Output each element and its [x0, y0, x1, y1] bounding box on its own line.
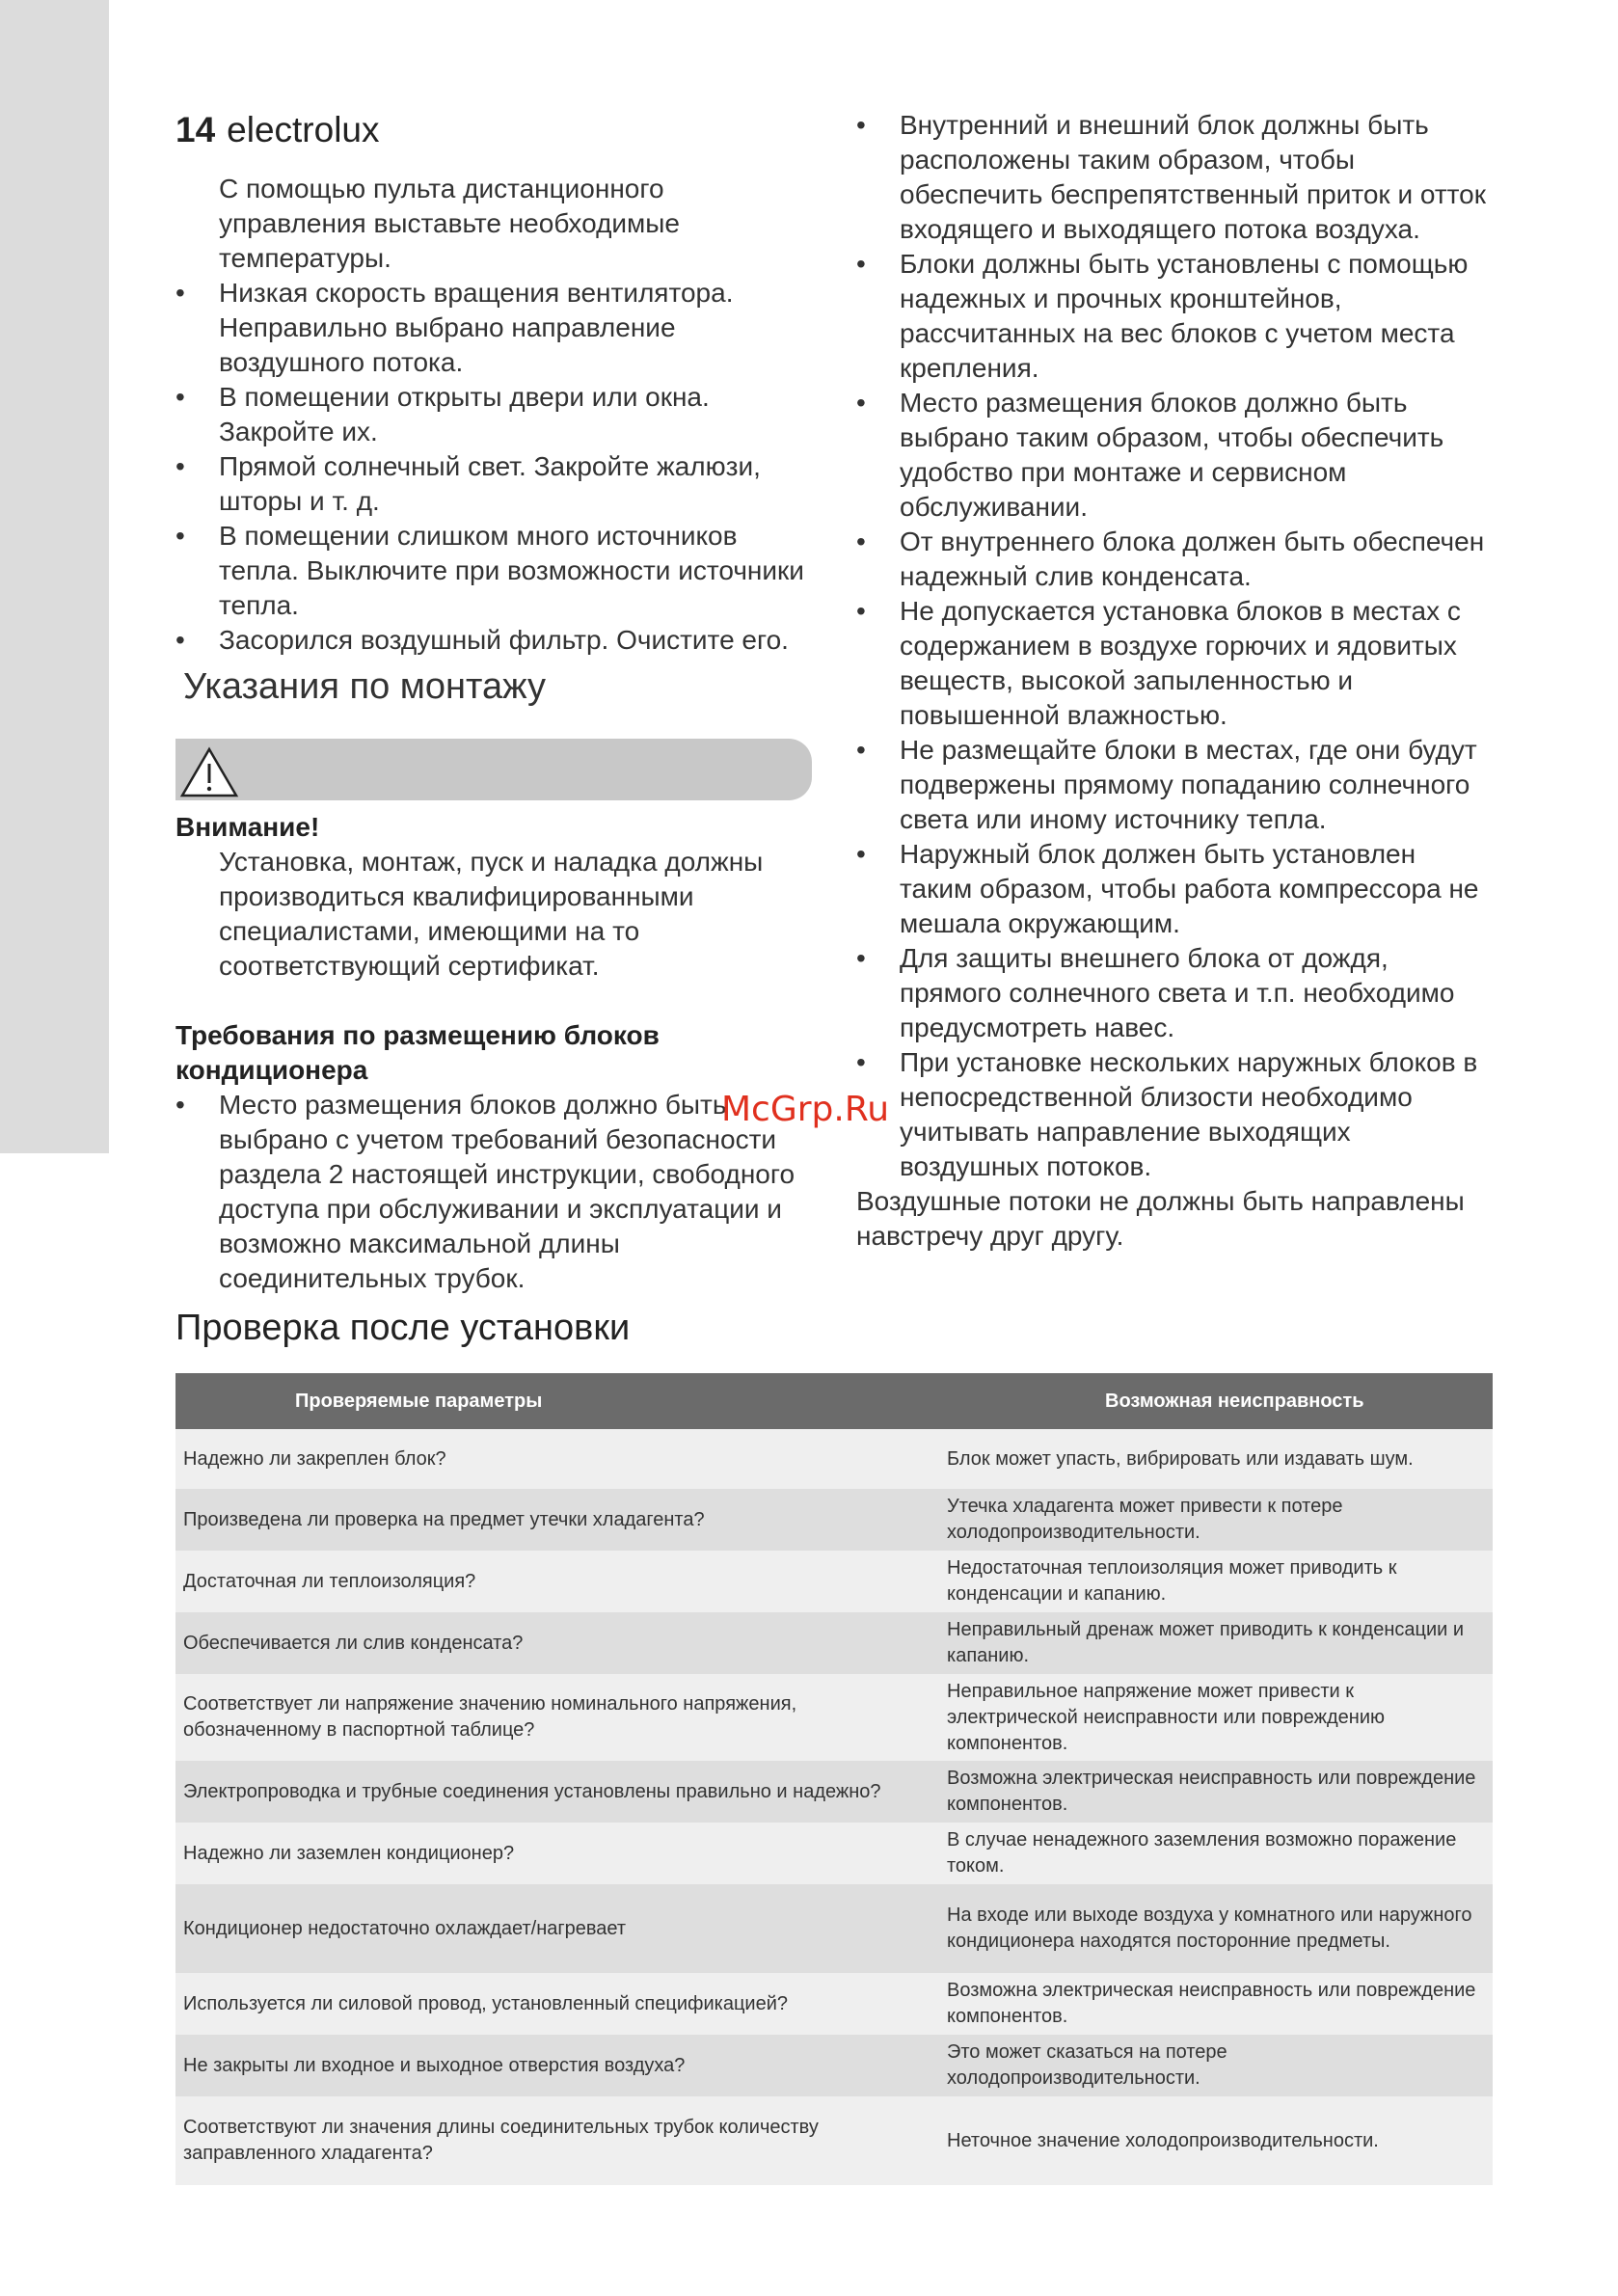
list-item: • Не допускается установка блоков в местах с содержанием в воздухе горючих и ядовитых веществ, высокой запыленностью и повышенной влажностью. — [856, 594, 1493, 733]
parameter-cell: Надежно ли заземлен кондиционер? — [175, 1823, 939, 1884]
table-row — [175, 1823, 1493, 1884]
table-row — [175, 1973, 1493, 2035]
section-title: Указания по монтажу — [183, 666, 546, 707]
parameter-cell: Обеспечивается ли слив конденсата? — [175, 1612, 939, 1674]
list-item: • Наружный блок должен быть установлен таким образом, чтобы работа компрессора не мешала окружающим. — [856, 837, 1493, 941]
intro-text: С помощью пульта дистанционного управления выставьте необходимые температуры. — [219, 174, 680, 273]
fault-cell: Неправильное напряжение может привести к электрической неисправности или повреждению компонентов. — [939, 1674, 1493, 1761]
table-title: Проверка после установки — [175, 1308, 631, 1348]
airflow-note: Воздушные потоки не должны быть направлены навстречу друг другу. — [856, 1186, 1465, 1251]
fault-cell: Блок может упасть, вибрировать или издавать шум. — [939, 1429, 1493, 1489]
list-item: • В помещении открыты двери или окна. Закройте их. — [175, 380, 812, 449]
warning-bar — [175, 739, 812, 800]
table-row — [175, 2096, 1493, 2185]
right-column — [856, 108, 1493, 1254]
brand-name: electrolux — [227, 110, 380, 149]
list-item: • Для защиты внешнего блока от дождя, прямого солнечного света и т.п. необходимо предусмотреть навес. — [856, 941, 1493, 1045]
requirements-list — [175, 1088, 812, 1296]
table-row — [175, 1612, 1493, 1674]
list-item: • Засорился воздушный фильтр. Очистите его. — [175, 623, 812, 658]
parameter-cell: Соответствуют ли значения длины соединительных трубок количеству заправленного хладагента? — [175, 2096, 939, 2185]
parameter-cell: Достаточная ли теплоизоляция? — [175, 1551, 939, 1612]
parameter-cell: Надежно ли закреплен блок? — [175, 1429, 939, 1489]
parameter-cell: Соответствует ли напряжение значению номинального напряжения, обозначенному в паспортной таблице? — [175, 1674, 939, 1761]
page-number: 14 — [175, 110, 216, 149]
table-row — [175, 1674, 1493, 1761]
fault-cell: В случае ненадежного заземления возможно поражение током. — [939, 1823, 1493, 1884]
table-row — [175, 1489, 1493, 1551]
column-header: Проверяемые параметры — [175, 1373, 939, 1429]
requirements-title: Требования по размещению блоков кондиционера — [175, 1020, 660, 1085]
warning-text: Установка, монтаж, пуск и наладка должны производиться квалифицированными специалистами, имеющими на то соответствующий сертификат. — [219, 847, 764, 981]
fault-cell: Недостаточная теплоизоляция может приводить к конденсации и капанию. — [939, 1551, 1493, 1612]
fault-cell: Это может сказаться на потере холодопроизводительности. — [939, 2035, 1493, 2096]
list-item: • Место размещения блоков должно быть выбрано с учетом требований безопасности раздела 2 настоящей инструкции, свободного доступа при обслуживании и эксплуатации и возможно максимальной длины соединительных трубок. — [175, 1088, 812, 1296]
column-header: Возможная неисправность — [939, 1373, 1493, 1429]
list-item: • Блоки должны быть установлены с помощью надежных и прочных кронштейнов, рассчитанных на вес блоков с учетом места крепления. — [856, 247, 1493, 386]
parameter-cell: Произведена ли проверка на предмет утечки хладагента? — [175, 1489, 939, 1551]
warning-icon — [179, 746, 239, 798]
fault-cell: На входе или выходе воздуха у комнатного или наружного кондиционера находятся посторонние предметы. — [939, 1884, 1493, 1973]
fault-cell: Неточное значение холодопроизводительности. — [939, 2096, 1493, 2185]
list-item: • Внутренний и внешний блок должны быть расположены таким образом, чтобы обеспечить беспрепятственный приток и отток входящего и выходящего потока воздуха. — [856, 108, 1493, 247]
list-item: • Прямой солнечный свет. Закройте жалюзи, шторы и т. д. — [175, 449, 812, 519]
table-row — [175, 1551, 1493, 1612]
parameter-cell: Электропроводка и трубные соединения установлены правильно и надежно? — [175, 1761, 939, 1823]
list-item: • В помещении слишком много источников тепла. Выключите при возможности источники тепла. — [175, 519, 812, 623]
troubleshoot-list — [175, 276, 812, 658]
table-row — [175, 2035, 1493, 2096]
fault-cell: Утечка хладагента может привести к потере холодопроизводительности. — [939, 1489, 1493, 1551]
list-item: • Не размещайте блоки в местах, где они будут подвержены прямому попаданию солнечного света или иному источнику тепла. — [856, 733, 1493, 837]
side-tab — [0, 0, 109, 1153]
table-row — [175, 1761, 1493, 1823]
fault-cell: Возможна электрическая неисправность или повреждение компонентов. — [939, 1761, 1493, 1823]
parameter-cell: Кондиционер недостаточно охлаждает/нагревает — [175, 1884, 939, 1973]
list-item: • При установке нескольких наружных блоков в непосредственной близости необходимо учитывать направление выходящих воздушных потоков. — [856, 1045, 1493, 1184]
fault-cell: Возможна электрическая неисправность или повреждение компонентов. — [939, 1973, 1493, 2035]
parameter-cell: Не закрыты ли входное и выходное отверстия воздуха? — [175, 2035, 939, 2096]
placement-list — [856, 108, 1493, 1184]
page-header — [175, 108, 380, 152]
check-table — [175, 1373, 1493, 2185]
table-header-row — [175, 1373, 1493, 1429]
list-item: • От внутреннего блока должен быть обеспечен надежный слив конденсата. — [856, 525, 1493, 594]
list-item: • Низкая скорость вращения вентилятора. Неправильно выбрано направление воздушного потока. — [175, 276, 812, 380]
parameter-cell: Используется ли силовой провод, установленный спецификацией? — [175, 1973, 939, 2035]
table-row — [175, 1429, 1493, 1489]
list-item: • Место размещения блоков должно быть выбрано таким образом, чтобы обеспечить удобство при монтаже и сервисном обслуживании. — [856, 386, 1493, 525]
watermark: McGrp.Ru — [721, 1090, 890, 1129]
left-column — [175, 172, 812, 1296]
warning-title: Внимание! — [175, 812, 320, 842]
table-row — [175, 1884, 1493, 1973]
fault-cell: Неправильный дренаж может приводить к конденсации и капанию. — [939, 1612, 1493, 1674]
